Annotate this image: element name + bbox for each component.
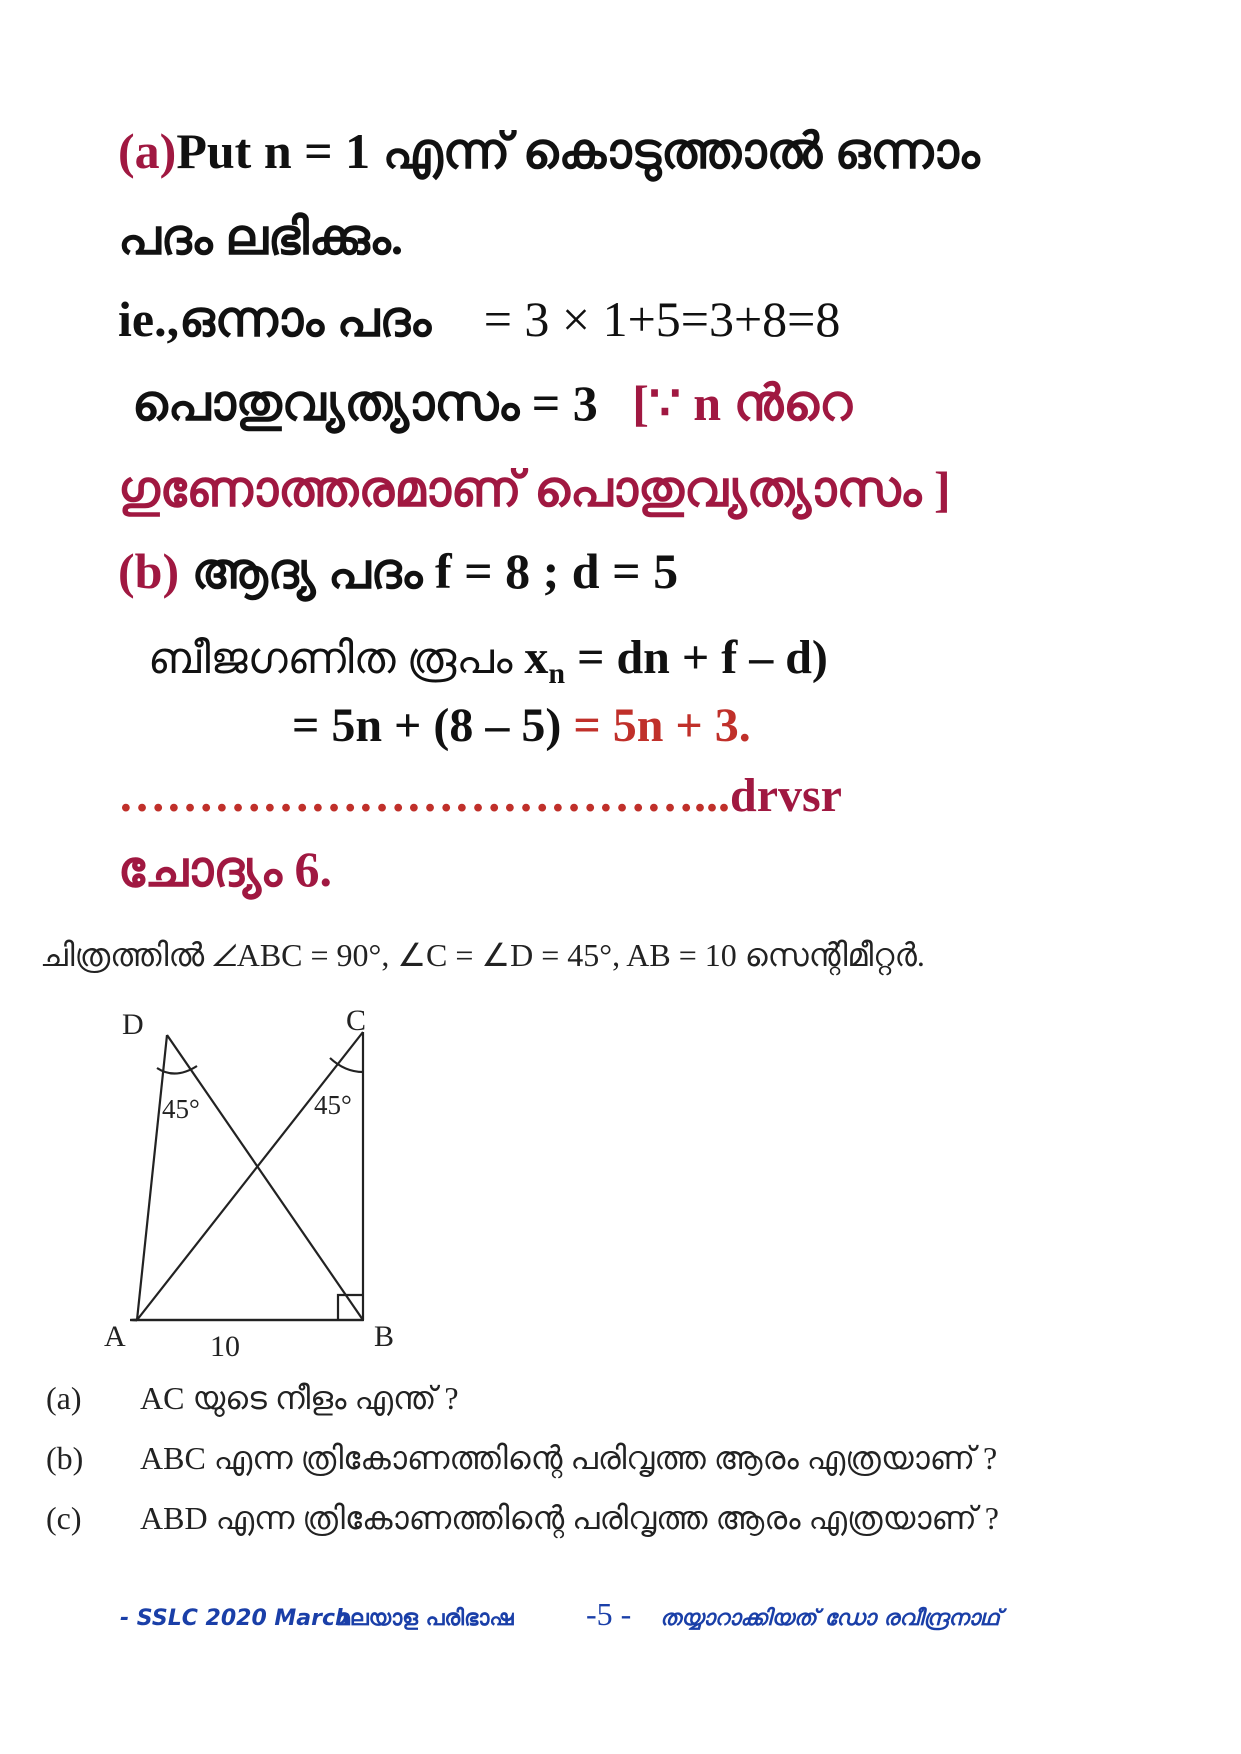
algebraic-form-label: ബീജഗണിത രൂപം: [148, 634, 513, 683]
part-b-label: (b): [118, 543, 180, 599]
angle-arc-c: [330, 1058, 363, 1072]
edge-ad: [137, 1035, 167, 1320]
algebraic-subscript: n: [548, 657, 566, 690]
answer-line-4: [132, 374, 852, 433]
edge-ac: [137, 1032, 363, 1320]
algebraic-var: x: [524, 631, 549, 684]
algebraic-substitution: = 5n + (8 – 5): [292, 699, 562, 752]
part-a-text: Put n = 1 എന്ന് കൊടുത്താൽ ഒന്നാം: [176, 123, 980, 179]
part-b-text: ആദ്യ പദം f = 8 ; d = 5: [191, 543, 679, 599]
label-angle-c: 45°: [314, 1090, 352, 1120]
common-difference-text: പൊതുവ്യത്യാസം = 3: [132, 375, 598, 431]
footer-source: - SSLC 2020 March: [120, 1606, 351, 1631]
part-a-question-text: AC യുടെ നീളം എന്ത് ?: [140, 1380, 459, 1416]
label-c: C: [346, 1004, 367, 1037]
algebraic-form-line: [148, 630, 828, 691]
first-term-label: ie.,ഒന്നാം പദം: [118, 291, 432, 347]
separator-dots: ………………………………...: [118, 769, 730, 822]
footer-page-number: -5 -: [586, 1596, 632, 1632]
separator-line: [118, 768, 842, 823]
answer-line-3: [118, 290, 840, 349]
part-a-label: (a): [118, 123, 177, 179]
part-c-question-label: (c): [46, 1500, 82, 1536]
edge-db: [167, 1035, 363, 1320]
footer-author: തയ്യാറാക്കിയത് ഡോ രവീന്ദ്രനാഥ്: [660, 1606, 1000, 1631]
answer-line-5: ഗുണോത്തരമാണ് പൊതുവ്യത്യാസം ]: [118, 461, 951, 517]
label-angle-d: 45°: [162, 1094, 200, 1124]
algebraic-result-line: [292, 698, 751, 753]
answer-line-2: പദം ലഭിക്കും.: [118, 209, 404, 265]
label-ab-length: 10: [210, 1330, 240, 1360]
part-a-question-label: (a): [46, 1380, 82, 1416]
question-heading: ചോദ്യം 6.: [118, 841, 332, 897]
signature: drvsr: [730, 769, 842, 822]
label-b: B: [374, 1320, 395, 1353]
label-a: A: [104, 1320, 126, 1353]
part-b-question-text: ABC എന്ന ത്രികോണത്തിന്റെ പരിവൃത്ത ആരം എത്രയാണ് ?: [140, 1440, 998, 1476]
algebraic-result: = 5n + 3.: [573, 699, 751, 752]
footer-subject: മലയാള പരിഭാഷ: [336, 1606, 514, 1631]
algebraic-expression: = dn + f – d): [577, 631, 828, 684]
triangle-figure: [50, 990, 470, 1360]
first-term-expression: = 3 × 1+5=3+8=8: [483, 291, 841, 347]
part-c-question-text: ABD എന്ന ത്രികോണത്തിന്റെ പരിവൃത്ത ആരം എത്രയാണ് ?: [140, 1500, 1000, 1536]
label-d: D: [122, 1008, 144, 1041]
common-difference-note: [∵ n ൻറെ: [632, 375, 853, 431]
answer-line-b: [118, 542, 678, 601]
part-b-question-label: (b): [46, 1440, 84, 1476]
answer-line-a: [118, 122, 980, 181]
question-statement: ചിത്രത്തിൽ ∠ABC = 90°, ∠C = ∠D = 45°, AB = 10 സെന്റിമീറ്റർ.: [40, 937, 925, 973]
